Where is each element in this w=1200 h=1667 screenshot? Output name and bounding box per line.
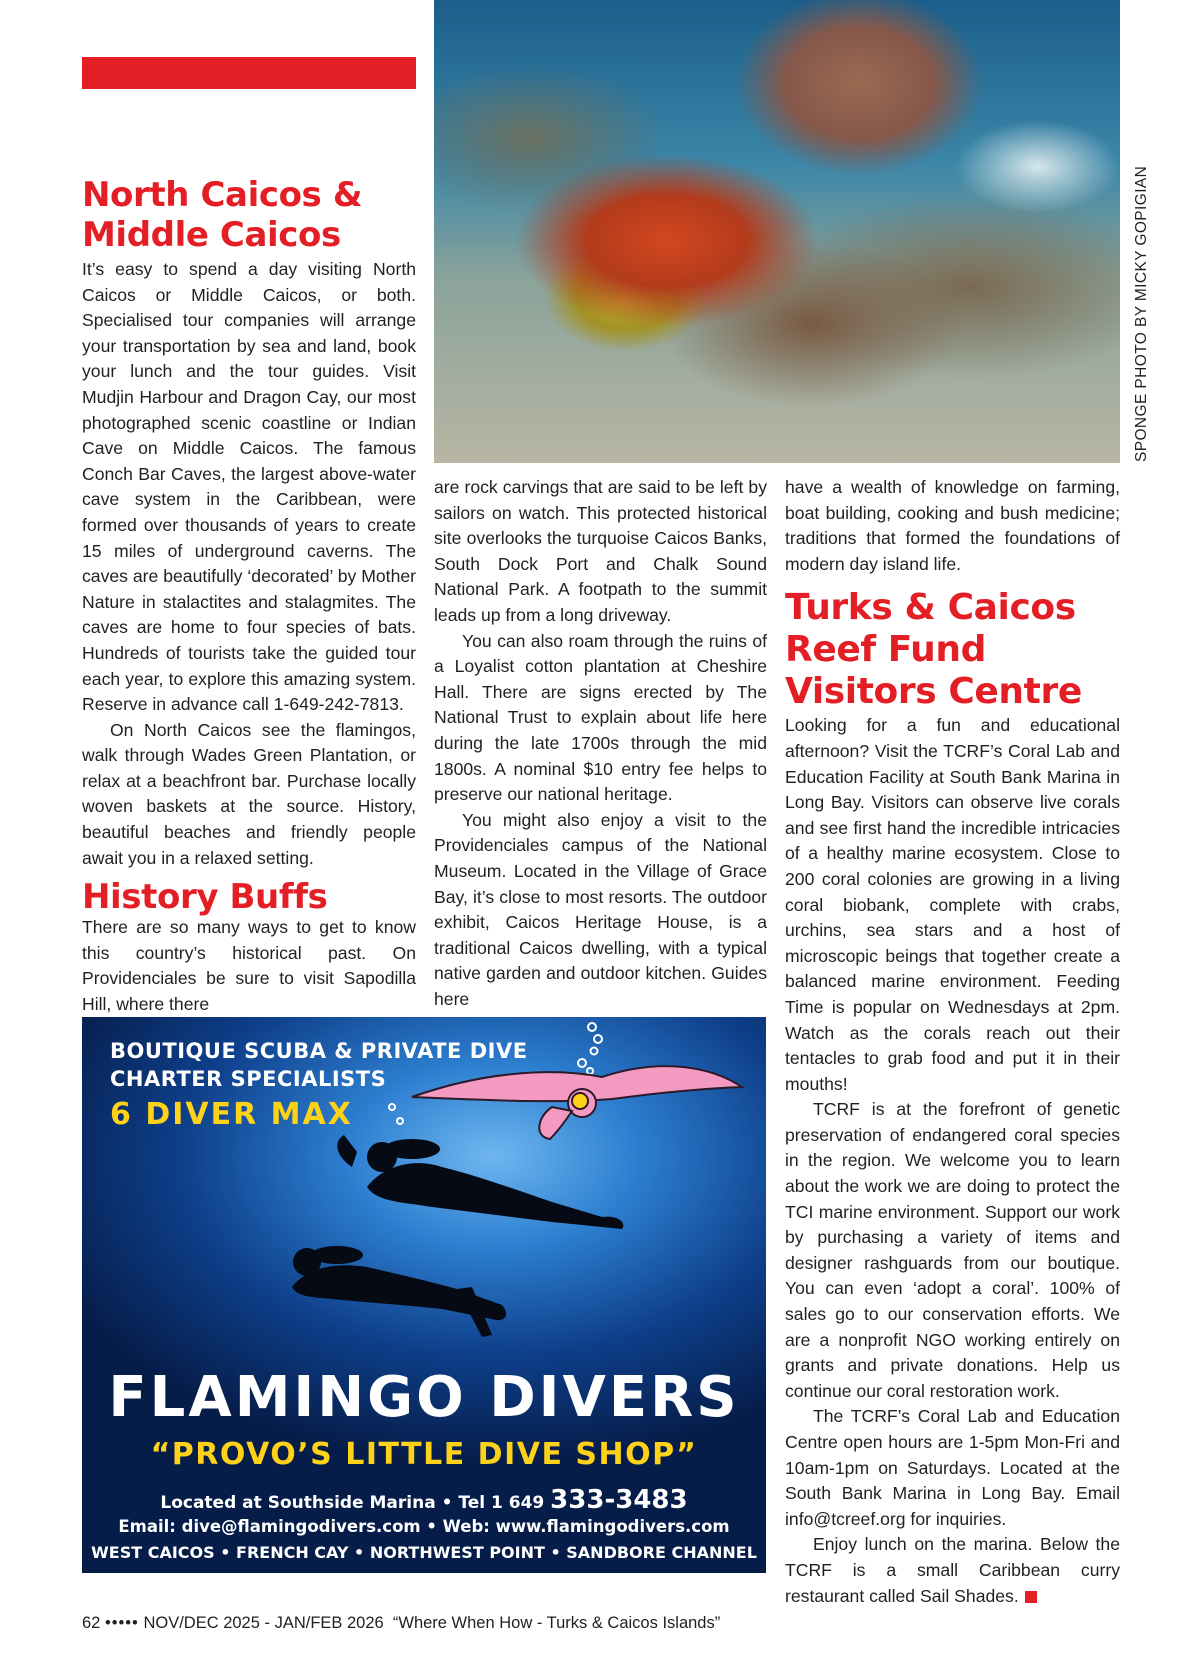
section-color-bar bbox=[82, 57, 416, 89]
ad-tagline: BOUTIQUE SCUBA & PRIVATE DIVE bbox=[110, 1039, 528, 1063]
column-2 bbox=[434, 475, 767, 1012]
ad-contact: Email: dive@flamingodivers.com • Web: www.flamingodivers.com bbox=[118, 1517, 730, 1536]
publication-name: “Where When How - Turks & Caicos Islands” bbox=[392, 1614, 721, 1632]
end-of-article-mark bbox=[1025, 1591, 1037, 1603]
heading-reef-fund-visitors-centre: Turks & Caicos Reef Fund Visitors Centre bbox=[785, 587, 1082, 713]
ad-slogan: “PROVO’S LITTLE DIVE SHOP” bbox=[150, 1437, 698, 1472]
ad-location-text: Located at Southside Marina • Tel 1 649 bbox=[160, 1493, 545, 1513]
paragraph-text: Enjoy lunch on the marina. Below the TCRF is a small Caribbean curry restaurant called Sail Shades. bbox=[785, 1534, 1120, 1606]
paragraph: Looking for a fun and educational afternoon? Visit the TCRF’s Coral Lab and Education Facility at South Bank Marina in Long Bay. Visitors can observe live corals and see first hand the incredible intricacies of a healthy marine ecosystem. Close to 200 coral colonies are growing in a living coral biobank, complete with crabs, urchins, sea stars and a host of microscopic beings that together create a balanced marine environment. Feeding Time is popular on Wednesdays at 2pm. Watch as the corals reach out their tentacles to grab food and put it in their mouths! bbox=[785, 715, 1120, 1094]
page-number: 62 bbox=[82, 1614, 101, 1632]
flamingo-cartoon-icon bbox=[412, 1066, 742, 1139]
scuba-diver-silhouette-icon bbox=[292, 1135, 623, 1337]
heading-history-buffs: History Buffs bbox=[82, 877, 328, 918]
issue-dates: NOV/DEC 2025 - JAN/FEB 2026 bbox=[143, 1614, 384, 1632]
paragraph: are rock carvings that are said to be left by sailors on watch. This protected historical site overlooks the turquoise Caicos Banks, South Dock Port and Chalk Sound National Park. A footpath to the summit leads up from a long driveway. bbox=[434, 477, 767, 625]
paragraph: You might also enjoy a visit to the Providenciales campus of the National Museum. Located in the Village of Grace Bay, it’s close to most resorts. The outdoor exhibit, Caicos Heritage House, is a traditional Caicos dwelling, with a typical native garden and outdoor kitchen. Guides here bbox=[434, 809, 767, 1009]
column-3 bbox=[785, 475, 1120, 1609]
sponge-reef-photo bbox=[434, 0, 1120, 463]
page-footer bbox=[82, 1614, 720, 1633]
paragraph bbox=[785, 1532, 1120, 1609]
paragraph: have a wealth of knowledge on farming, boat building, cooking and bush medicine; traditions that formed the foundations of modern day island life. bbox=[785, 477, 1120, 574]
ad-brand-name: FLAMINGO DIVERS bbox=[108, 1365, 740, 1430]
ad-dive-sites: WEST CAICOS • FRENCH CAY • NORTHWEST POINT • SANDBORE CHANNEL bbox=[91, 1543, 757, 1562]
paragraph: You can also roam through the ruins of a Loyalist cotton plantation at Cheshire Hall. There are signs erected by The National Trust to explain about life here during the late 1700s through the mid 1800s. A nominal $10 entry fee helps to preserve our national heritage. bbox=[434, 630, 767, 805]
ad-location bbox=[82, 1485, 766, 1515]
photo-credit: SPONGE PHOTO BY MICKY GOPIGIAN bbox=[1133, 165, 1150, 462]
footer-dots: ••••• bbox=[104, 1614, 139, 1632]
paragraph: The TCRF’s Coral Lab and Education Centre open hours are 1-5pm Mon-Fri and 10am-1pm on Saturdays. Located at the South Bank Marina in Long Bay. Email info@tcreef.org for inquiries. bbox=[785, 1406, 1120, 1529]
column-1 bbox=[82, 175, 416, 1018]
paragraph: It’s easy to spend a day visiting North Caicos or Middle Caicos, or both. Specialised tour companies will arrange your transportation by sea and land, book your lunch and the tour guides. Visit Mudjin Harbour and Dragon Cay, our most photographed scenic coastline or Indian Cave on Middle Caicos. The famous Conch Bar Caves, the largest above-water cave system in the Caribbean, were formed over thousands of years to create 15 miles of underground caverns. The caves are beautifully ‘decorated’ by Mother Nature in stalactites and stalagmites. The caves are home to four species of bats. Hundreds of tourists take the guided tour each year, to explore this amazing system. Reserve in advance call 1-649-242-7813. bbox=[82, 259, 416, 715]
heading-north-middle-caicos: North Caicos & Middle Caicos bbox=[82, 175, 363, 255]
ad-phone: 333-3483 bbox=[550, 1485, 688, 1515]
ad-diver-max: 6 DIVER MAX bbox=[110, 1097, 353, 1132]
ad-tagline: CHARTER SPECIALISTS bbox=[110, 1067, 387, 1091]
paragraph: On North Caicos see the flamingos, walk through Wades Green Plantation, or relax at a beachfront bar. Purchase locally woven baskets at the source. History, beautiful beaches and friendly people await you in a relaxed setting. bbox=[82, 719, 416, 868]
flamingo-divers-ad bbox=[82, 1017, 766, 1573]
paragraph: There are so many ways to get to know this country’s historical past. On Providenciales be sure to visit Sapodilla Hill, where there bbox=[82, 917, 416, 1015]
paragraph: TCRF is at the forefront of genetic preservation of endangered coral species in the region. We welcome you to learn about the work we are doing to protect the TCI marine environment. Support our work by purchasing a variety of items and designer rashguards from our boutique. You can even ‘adopt a coral’. 100% of sales go to our conservation efforts. We are a nonprofit NGO working entirely on grants and private donations. Help us continue our coral restoration work. bbox=[785, 1099, 1120, 1401]
